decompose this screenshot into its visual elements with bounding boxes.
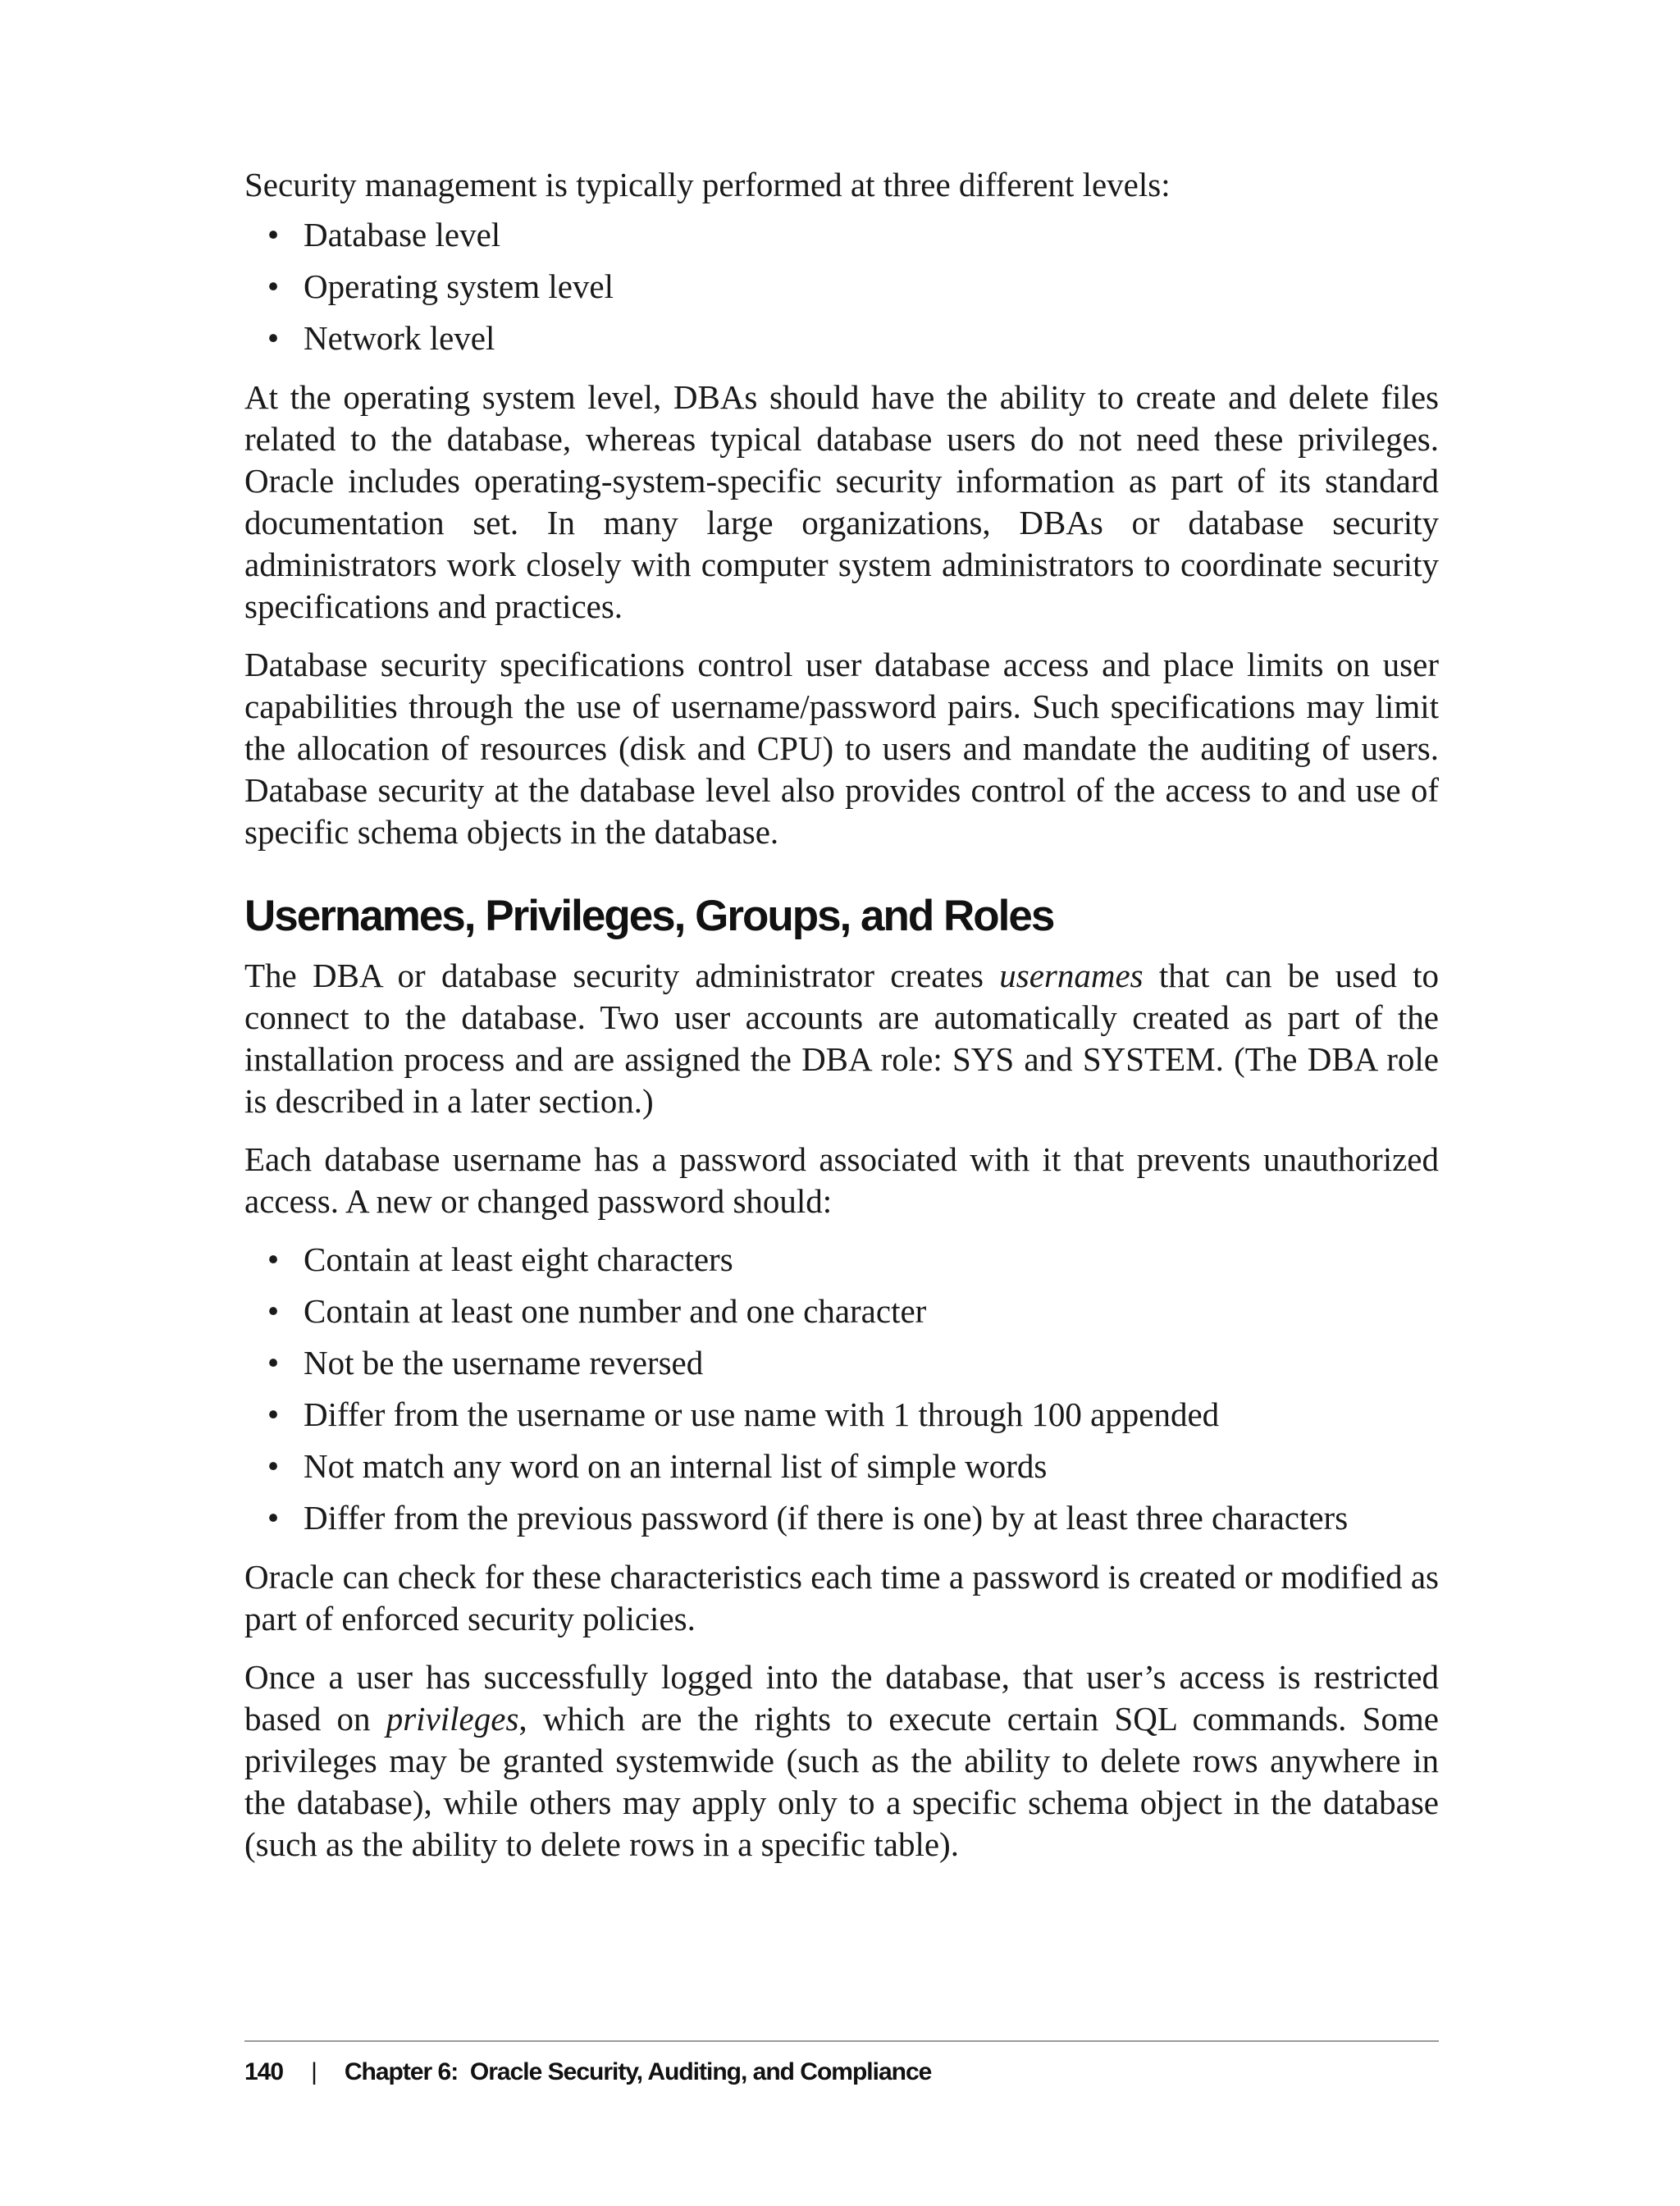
- password-check-paragraph: Oracle can check for these characteristics each time a password is created or modified as part of enforced security policies.: [244, 1558, 1439, 1637]
- bullet-icon: •: [267, 1344, 280, 1382]
- password-paragraph: Each database username has a password associated with it that prevents unauthorized access. A new or changed password should:: [244, 1140, 1439, 1220]
- bullet-icon: •: [267, 1499, 280, 1537]
- list-item: • Differ from the previous password (if there is one) by at least three characters: [261, 1497, 1439, 1538]
- term-privileges: privileges: [386, 1700, 519, 1738]
- bullet-icon: •: [267, 1447, 280, 1485]
- password-rules-list: [244, 1239, 1439, 1538]
- list-item: • Operating system level: [261, 266, 1439, 307]
- section-heading: Usernames, Privileges, Groups, and Roles: [244, 892, 1054, 940]
- term-usernames: usernames: [999, 957, 1144, 994]
- intro-paragraph: Security management is typically performed at three different levels:: [244, 166, 1171, 203]
- list-item: • Not be the username reversed: [261, 1342, 1439, 1383]
- db-security-paragraph: Database security specifications control user database access and place limits on user capabilities through the use of username/password pairs. Such specifications may limit the allocation of resources (disk and CPU) to users and mandate the auditing of users. Database security at the database level also provides control of the access to and use of specific schema objects in the database.: [244, 646, 1439, 851]
- os-level-paragraph: At the operating system level, DBAs should have the ability to create and delete files related to the database, whereas typical database users do not need these privileges. Oracle includes operating-system-specific security information as part of its standard documentation set. In many large organizations, DBAs or database security administrators work closely with computer system administrators to coordinate security specifications and practices.: [244, 378, 1439, 625]
- bullet-icon: •: [267, 1292, 280, 1330]
- bullet-icon: •: [267, 319, 280, 357]
- chapter-title: Chapter 6: Oracle Security, Auditing, and Compliance: [344, 2058, 932, 2085]
- list-item: • Contain at least one number and one character: [261, 1290, 1439, 1331]
- list-item: • Database level: [261, 214, 1439, 255]
- usernames-paragraph: The DBA or database security administrator creates usernames that can be used to connect to the database. Two user accounts are automatically created as part of the installation process and are assigned the DBA role: SYS and SYSTEM. (The DBA role is described in a later section.): [244, 957, 1439, 1120]
- page-body: [244, 164, 1439, 1882]
- list-item: • Network level: [261, 317, 1439, 359]
- list-item: • Contain at least eight characters: [261, 1239, 1439, 1280]
- security-levels-list: [244, 214, 1439, 359]
- bullet-icon: •: [267, 1395, 280, 1433]
- bullet-icon: •: [267, 267, 280, 305]
- footer-separator: |: [311, 2058, 317, 2085]
- page-footer: [244, 2040, 1439, 2086]
- privileges-paragraph: Once a user has successfully logged into the database, that user’s access is restricted based on privileges, which are the rights to execute certain SQL commands. Some privileges may be granted systemwide (such as the ability to delete rows anywhere in the database), while others may apply only to a specific schema object in the database (such as the ability to delete rows in a specific table).: [244, 1658, 1439, 1863]
- page-number: 140: [244, 2058, 284, 2085]
- bullet-icon: •: [267, 216, 280, 253]
- list-item: • Differ from the username or use name with 1 through 100 appended: [261, 1394, 1439, 1435]
- bullet-icon: •: [267, 1240, 280, 1278]
- list-item: • Not match any word on an internal list of simple words: [261, 1446, 1439, 1487]
